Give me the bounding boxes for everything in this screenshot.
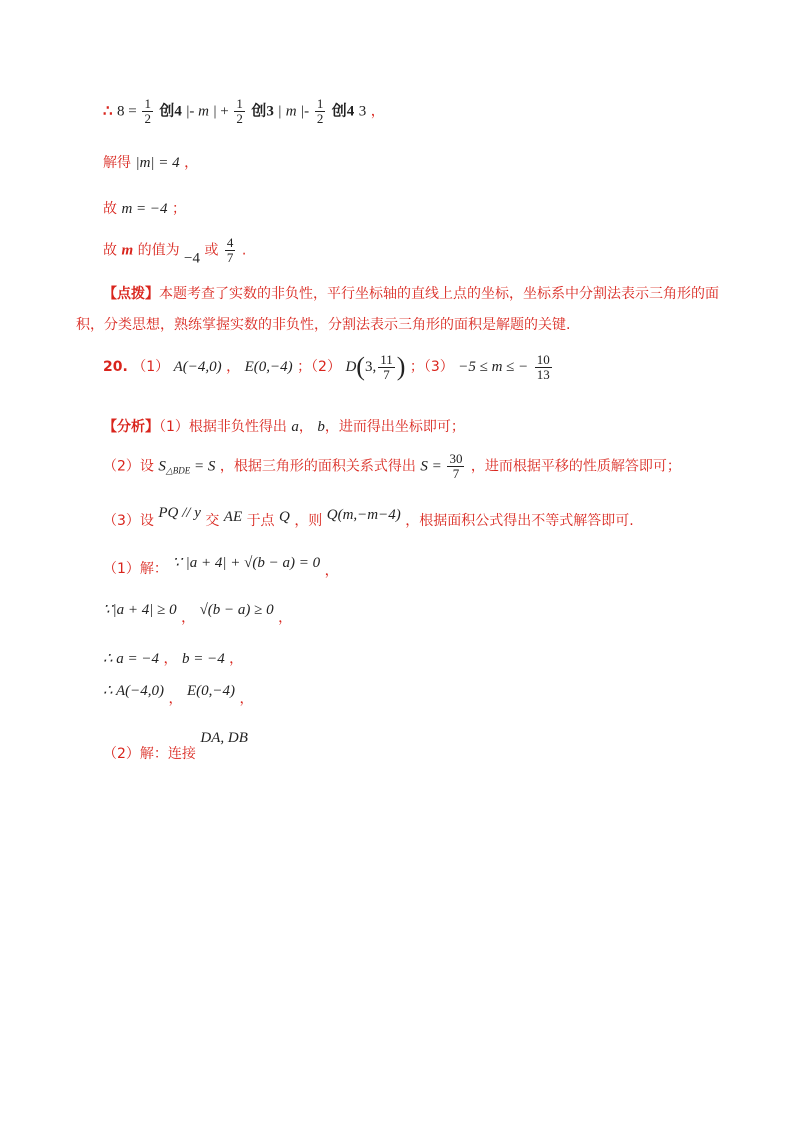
m-values-conclusion bbox=[103, 236, 246, 268]
math-expr: √(b − a) ≥ 0 bbox=[199, 602, 274, 618]
term: 创3 bbox=[251, 103, 274, 120]
label-gu: 故 bbox=[103, 201, 117, 217]
fraction-half-3: $\frac{1}{2}$ bbox=[316, 96, 324, 126]
punct: ， bbox=[181, 610, 196, 626]
solution-line-3 bbox=[103, 648, 243, 668]
segment-ae: AE bbox=[223, 509, 243, 525]
part-label: （1） bbox=[132, 359, 170, 375]
punct: ； bbox=[171, 201, 186, 217]
math-expr: ∴ A(−4,0) bbox=[103, 683, 165, 699]
part-label: ；（3） bbox=[409, 359, 454, 375]
paren: ( bbox=[356, 352, 365, 381]
punct: ， bbox=[324, 563, 339, 579]
therefore-symbol: ∴ bbox=[103, 103, 113, 120]
var-m: m bbox=[285, 103, 297, 120]
term: | + bbox=[213, 103, 233, 120]
term: | bbox=[278, 103, 282, 120]
dianbo-text: 本题考查了实数的非负性，平行坐标轴的直线上点的坐标，坐标系中分割法表示三角形的面 bbox=[159, 286, 719, 302]
punct: ， bbox=[229, 651, 244, 667]
fraction-30-7: $\frac{30}{7}$ bbox=[449, 451, 463, 481]
text: （2）解：连接 bbox=[103, 746, 196, 762]
term: 3 bbox=[358, 103, 367, 120]
fenxi-line-2 bbox=[103, 452, 681, 481]
fraction-half-1: $\frac{1}{2}$ bbox=[144, 96, 151, 126]
abs-m-expr: |m| = 4 bbox=[135, 155, 180, 171]
solution-line-2 bbox=[103, 600, 292, 627]
text: ，则 bbox=[294, 513, 323, 529]
var-m: m bbox=[198, 103, 209, 120]
math-expr: b = −4 bbox=[181, 651, 225, 667]
term: |- bbox=[301, 103, 313, 120]
dianbo-tag: 【点拨】 bbox=[103, 286, 159, 302]
eq: = S bbox=[190, 458, 216, 475]
m-expr: m = −4 bbox=[121, 201, 168, 217]
math-expr: DA, DB bbox=[200, 730, 248, 746]
punct: ， bbox=[278, 610, 293, 626]
math-expr: E(0,−4) bbox=[186, 683, 235, 699]
text: ，进而得出坐标即可； bbox=[324, 419, 465, 435]
term: 创4 bbox=[331, 103, 355, 120]
punct: ， bbox=[163, 651, 178, 667]
punct: ， bbox=[226, 359, 241, 375]
punct: . bbox=[241, 242, 247, 259]
dianbo-text: 积，分类思想，熟练掌握实数的非负性，分割法表示三角形的面积是解题的关键. bbox=[76, 317, 571, 333]
math-expr: ∵|a + 4| ≥ 0 bbox=[103, 602, 177, 618]
question-20-answer bbox=[103, 352, 554, 382]
eq-lhs: 8 = bbox=[117, 103, 141, 120]
text: ，根据面积公式得出不等式解答即可. bbox=[405, 513, 634, 529]
fenxi-line-3 bbox=[103, 505, 634, 530]
dianbo-line-2 bbox=[76, 314, 570, 334]
label-jiede: 解得 bbox=[103, 155, 131, 171]
math-expr: ∵ |a + 4| + √(b − a) = 0 bbox=[172, 555, 321, 571]
fraction-11-7: $\frac{11}{7}$ bbox=[380, 351, 393, 382]
pq-parallel: PQ // y bbox=[158, 505, 201, 521]
solve-m-abs-line bbox=[103, 152, 198, 172]
punct: ， bbox=[168, 691, 183, 707]
text: ，根据三角形的面积关系式得出 bbox=[219, 458, 416, 475]
point-q: Q bbox=[279, 509, 290, 525]
fraction-10-13: $\frac{10}{13}$ bbox=[536, 351, 550, 382]
s-eq: S = bbox=[420, 458, 446, 475]
text: （1）根据非负性得出 bbox=[159, 419, 287, 435]
fraction-half-2: $\frac{1}{2}$ bbox=[236, 96, 243, 126]
punct: ， bbox=[298, 419, 313, 435]
solution-line-5 bbox=[103, 730, 248, 763]
paren: ) bbox=[396, 352, 406, 381]
point-d: D bbox=[345, 359, 357, 375]
subscript: △BDE bbox=[165, 465, 191, 476]
fenxi-tag: 【分析】 bbox=[103, 419, 159, 435]
inequality: −5 ≤ m ≤ − bbox=[458, 359, 529, 375]
var-b: b bbox=[317, 419, 325, 435]
d-x: 3, bbox=[364, 359, 377, 375]
text: ，进而根据平移的性质解答即可； bbox=[470, 458, 681, 475]
text: 的值为 bbox=[137, 242, 180, 259]
fraction-4-7: $\frac{4}{7}$ bbox=[226, 235, 234, 265]
var-s: S bbox=[158, 458, 166, 475]
label-gu: 故 bbox=[103, 242, 117, 259]
punct: ， bbox=[239, 691, 254, 707]
text: 或 bbox=[204, 242, 219, 259]
punct: ， bbox=[184, 155, 199, 171]
text: （3）设 bbox=[103, 513, 154, 529]
fenxi-line-1 bbox=[103, 416, 465, 436]
var-a: a bbox=[291, 419, 299, 435]
solution-line-4 bbox=[103, 681, 253, 708]
solution-line-1 bbox=[103, 553, 339, 580]
m-value-line bbox=[103, 198, 186, 218]
punct: ， bbox=[370, 103, 385, 120]
part-label: ；（2） bbox=[297, 359, 341, 375]
math-expr: ∴ a = −4 bbox=[103, 651, 160, 667]
text: （1）解： bbox=[103, 561, 168, 577]
text: 于点 bbox=[246, 513, 275, 529]
term: 创4 bbox=[159, 103, 182, 120]
dianbo-line-1 bbox=[103, 283, 719, 303]
var-m: m bbox=[121, 242, 134, 259]
equation-line-area bbox=[103, 97, 385, 126]
term: |- bbox=[186, 103, 199, 120]
value: −4 bbox=[184, 250, 200, 267]
question-number: 20. bbox=[103, 359, 128, 375]
point-q-coord: Q(m,−m−4) bbox=[326, 507, 401, 523]
point-e: E(0,−4) bbox=[244, 359, 293, 375]
text: 交 bbox=[205, 513, 220, 529]
text: （2）设 bbox=[103, 458, 154, 475]
point-a: A(−4,0) bbox=[173, 359, 222, 375]
